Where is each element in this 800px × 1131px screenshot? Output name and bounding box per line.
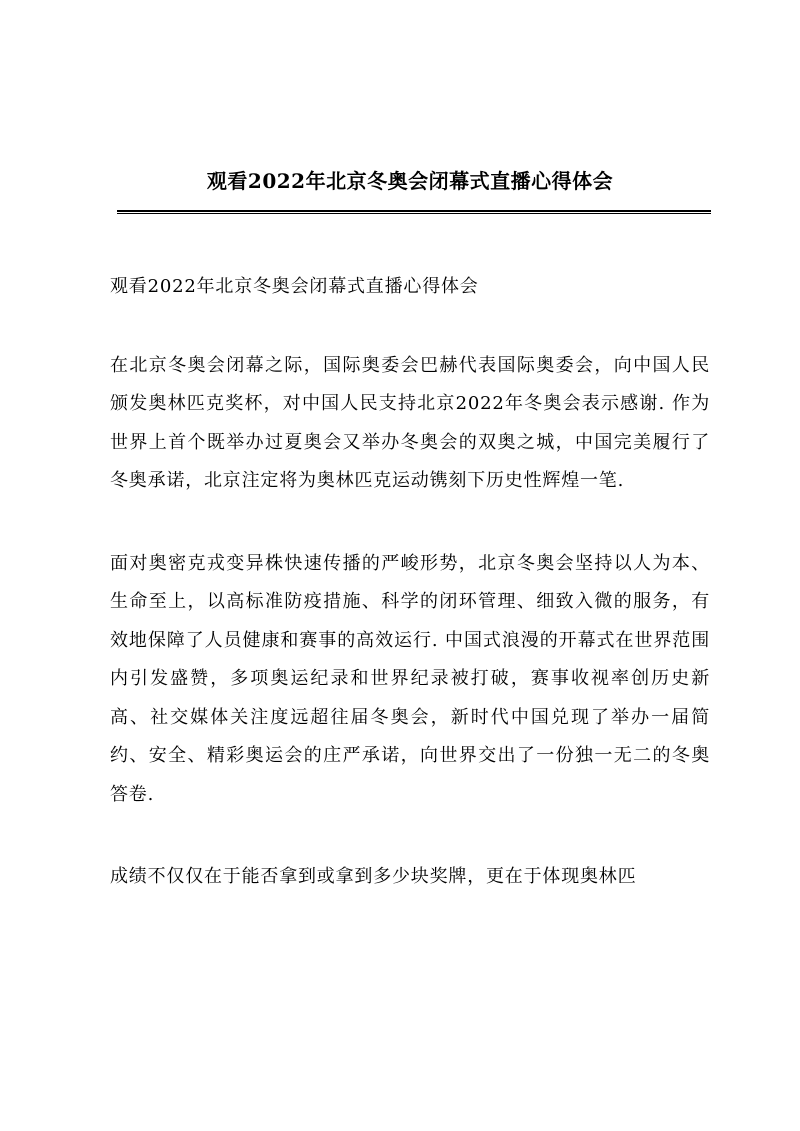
- document-body: [110, 268, 710, 941]
- paragraph-1: 在北京冬奥会闭幕之际，国际奥委会巴赫代表国际奥委会，向中国人民颁发奥林匹克奖杯，对中国人民支持北京2022年冬奥会表示感谢. 作为世界上首个既举办过夏奥会又举办冬奥会的双奥之城，中国完美履行了冬奥承诺，北京注定将为奥林匹克运动镌刻下历史性辉煌一笔.: [110, 354, 710, 491]
- paragraph-3: 成绩不仅仅在于能否拿到或拿到多少块奖牌，更在于体现奥林匹: [110, 866, 637, 887]
- paragraph-2: 面对奥密克戎变异株快速传播的严峻形势，北京冬奥会坚持以人为本、生命至上，以高标准防疫措施、科学的闭环管理、细致入微的服务，有效地保障了人员健康和赛事的高效运行. 中国式浪漫的开幕式在世界范围内引发盛赞，多项奥运纪录和世界纪录被打破，赛事收视率创历史新高、社交媒体关注度远超往届冬奥会，新时代中国兑现了举办一届简约、安全、精彩奥运会的庄严承诺，向世界交出了一份独一无二的冬奥答卷.: [110, 552, 710, 805]
- document-title: 观看2022年北京冬奥会闭幕式直播心得体会: [206, 169, 614, 193]
- title-divider: [117, 210, 711, 214]
- paragraph-subtitle: 观看2022年北京冬奥会闭幕式直播心得体会: [110, 276, 479, 297]
